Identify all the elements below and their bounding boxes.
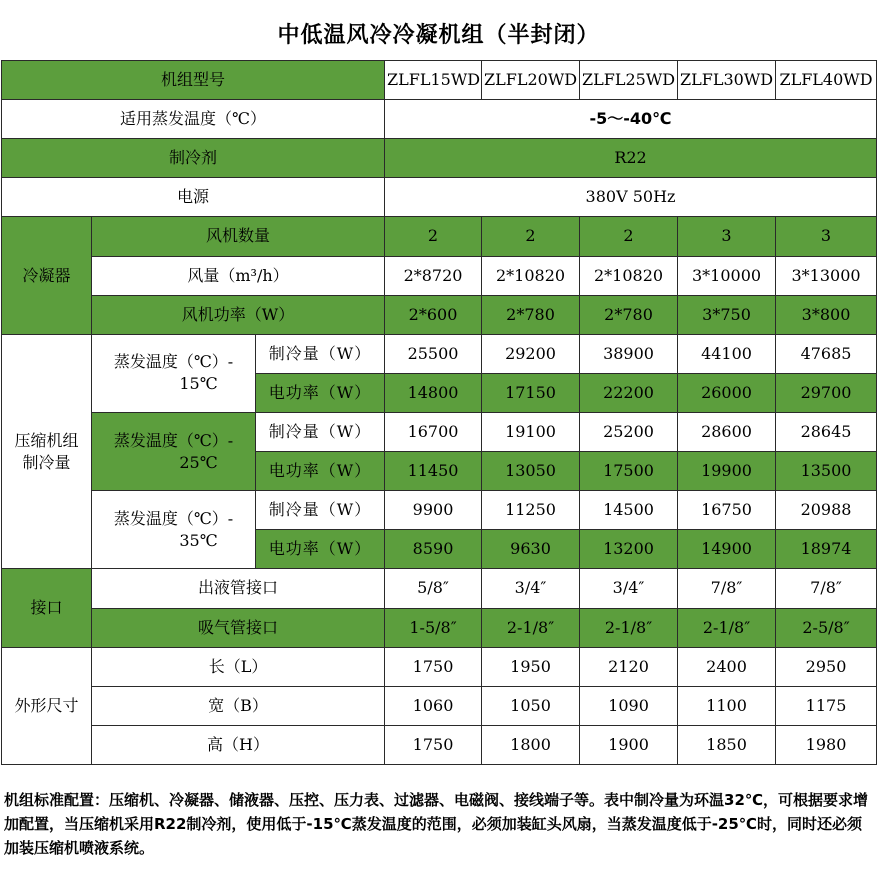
value-cell: 13500 <box>776 452 877 491</box>
value-cell: 13200 <box>580 530 678 569</box>
model-cell: ZLFL40WD <box>776 61 877 100</box>
refrigerant-value: R22 <box>385 139 877 178</box>
row-label: 风量（m³/h） <box>92 256 385 295</box>
row-label: 高（H） <box>92 725 385 764</box>
value-cell: 2400 <box>678 647 776 686</box>
value-cell: 19100 <box>482 412 580 451</box>
value-cell: 1060 <box>385 686 482 725</box>
page-title: 中低温风冷冷凝机组（半封闭） <box>277 22 600 48</box>
value-cell: 44100 <box>678 334 776 373</box>
row-label: 宽（B） <box>92 686 385 725</box>
value-cell: 14500 <box>580 491 678 530</box>
table-row <box>2 334 877 373</box>
value-cell: 1800 <box>482 725 580 764</box>
value-cell: 1900 <box>580 725 678 764</box>
value-cell: 2-1/8″ <box>482 608 580 647</box>
value-cell: 28600 <box>678 412 776 451</box>
power-label: 电源 <box>2 178 385 217</box>
evap-temp-label <box>92 412 256 490</box>
value-cell: 3*750 <box>678 295 776 334</box>
table-row <box>2 295 877 334</box>
value-cell: 25500 <box>385 334 482 373</box>
table-row <box>2 569 877 608</box>
capacity-group-line1: 压缩机组 <box>14 430 79 450</box>
value-cell: 18974 <box>776 530 877 569</box>
row-label: 风机功率（W） <box>92 295 385 334</box>
evap-temp-line1: 蒸发温度（℃）- <box>113 508 234 528</box>
ports-group-label: 接口 <box>2 569 92 647</box>
value-cell: 2 <box>580 217 678 256</box>
value-cell: 1175 <box>776 686 877 725</box>
evap-temp-line2: 35℃ <box>179 530 218 550</box>
value-cell: 8590 <box>385 530 482 569</box>
evap-temp-line1: 蒸发温度（℃）- <box>113 352 234 372</box>
value-cell: 2-1/8″ <box>678 608 776 647</box>
value-cell: 16750 <box>678 491 776 530</box>
value-cell: 1-5/8″ <box>385 608 482 647</box>
value-cell: 25200 <box>580 412 678 451</box>
value-cell: 5/8″ <box>385 569 482 608</box>
footnote: 机组标准配置：压缩机、冷凝器、储液器、压控、压力表、过滤器、电磁阀、接线端子等。表中制冷量为环温32℃，可根据要求增加配置，当压缩机采用R22制冷剂，使用低于-15℃蒸发温度的范围，必须加装缸头风扇，当蒸发温度低于-25℃时，同时还必须加装压缩机喷液系统。 <box>4 791 869 857</box>
value-cell: 2950 <box>776 647 877 686</box>
value-cell: 3 <box>776 217 877 256</box>
value-cell: 11250 <box>482 491 580 530</box>
model-cell: ZLFL20WD <box>482 61 580 100</box>
value-cell: 28645 <box>776 412 877 451</box>
value-cell: 3*13000 <box>776 256 877 295</box>
table-row <box>2 256 877 295</box>
row-label: 吸气管接口 <box>92 608 385 647</box>
value-cell: 16700 <box>385 412 482 451</box>
value-cell: 19900 <box>678 452 776 491</box>
value-cell: 1750 <box>385 725 482 764</box>
value-cell: 14800 <box>385 373 482 412</box>
value-cell: 1950 <box>482 647 580 686</box>
evap-temp-line1: 蒸发温度（℃）- <box>113 430 234 450</box>
model-cell: ZLFL25WD <box>580 61 678 100</box>
value-cell: 17500 <box>580 452 678 491</box>
value-cell: 29200 <box>482 334 580 373</box>
value-cell: 1850 <box>678 725 776 764</box>
value-cell: 3*800 <box>776 295 877 334</box>
evap-range-row <box>2 100 877 139</box>
row-label: 风机数量 <box>92 217 385 256</box>
value-cell: 1050 <box>482 686 580 725</box>
value-cell: 13050 <box>482 452 580 491</box>
evap-range-value: -5～-40℃ <box>385 100 877 139</box>
value-cell: 20988 <box>776 491 877 530</box>
value-cell: 47685 <box>776 334 877 373</box>
metric-label: 制冷量（W） <box>256 491 385 530</box>
capacity-group-line2: 制冷量 <box>22 452 71 472</box>
spec-table <box>1 60 877 765</box>
table-row <box>2 217 877 256</box>
evap-temp-line2: 25℃ <box>179 452 218 472</box>
value-cell: 22200 <box>580 373 678 412</box>
value-cell: 1100 <box>678 686 776 725</box>
metric-label: 电功率（W） <box>256 530 385 569</box>
value-cell: 29700 <box>776 373 877 412</box>
model-cell: ZLFL15WD <box>385 61 482 100</box>
row-label: 出液管接口 <box>92 569 385 608</box>
value-cell: 3 <box>678 217 776 256</box>
power-value: 380V 50Hz <box>385 178 877 217</box>
value-cell: 7/8″ <box>678 569 776 608</box>
value-cell: 2*10820 <box>482 256 580 295</box>
model-cell: ZLFL30WD <box>678 61 776 100</box>
header-row <box>2 61 877 100</box>
evap-temp-label <box>92 491 256 569</box>
value-cell: 2 <box>385 217 482 256</box>
value-cell: 2120 <box>580 647 678 686</box>
metric-label: 电功率（W） <box>256 452 385 491</box>
value-cell: 9630 <box>482 530 580 569</box>
value-cell: 1980 <box>776 725 877 764</box>
value-cell: 38900 <box>580 334 678 373</box>
value-cell: 3/4″ <box>482 569 580 608</box>
value-cell: 2*10820 <box>580 256 678 295</box>
value-cell: 2*780 <box>580 295 678 334</box>
value-cell: 11450 <box>385 452 482 491</box>
metric-label: 制冷量（W） <box>256 334 385 373</box>
table-row <box>2 608 877 647</box>
dimensions-group-label: 外形尺寸 <box>2 647 92 764</box>
value-cell: 3/4″ <box>580 569 678 608</box>
value-cell: 17150 <box>482 373 580 412</box>
refrigerant-label: 制冷剂 <box>2 139 385 178</box>
power-row <box>2 178 877 217</box>
table-row <box>2 412 877 451</box>
value-cell: 9900 <box>385 491 482 530</box>
table-row <box>2 725 877 764</box>
value-cell: 2 <box>482 217 580 256</box>
value-cell: 1090 <box>580 686 678 725</box>
table-row <box>2 647 877 686</box>
condenser-group-label: 冷凝器 <box>2 217 92 334</box>
evap-temp-label <box>92 334 256 412</box>
metric-label: 电功率（W） <box>256 373 385 412</box>
evap-range-label: 适用蒸发温度（℃） <box>2 100 385 139</box>
row-label: 长（L） <box>92 647 385 686</box>
refrigerant-row <box>2 139 877 178</box>
table-row <box>2 491 877 530</box>
value-cell: 7/8″ <box>776 569 877 608</box>
value-cell: 2*780 <box>482 295 580 334</box>
value-cell: 2-1/8″ <box>580 608 678 647</box>
value-cell: 1750 <box>385 647 482 686</box>
capacity-group-label <box>2 334 92 569</box>
value-cell: 2-5/8″ <box>776 608 877 647</box>
value-cell: 14900 <box>678 530 776 569</box>
value-cell: 3*10000 <box>678 256 776 295</box>
metric-label: 制冷量（W） <box>256 412 385 451</box>
value-cell: 26000 <box>678 373 776 412</box>
value-cell: 2*8720 <box>385 256 482 295</box>
model-label: 机组型号 <box>2 61 385 100</box>
value-cell: 2*600 <box>385 295 482 334</box>
table-row <box>2 686 877 725</box>
evap-temp-line2: 15℃ <box>179 374 218 394</box>
